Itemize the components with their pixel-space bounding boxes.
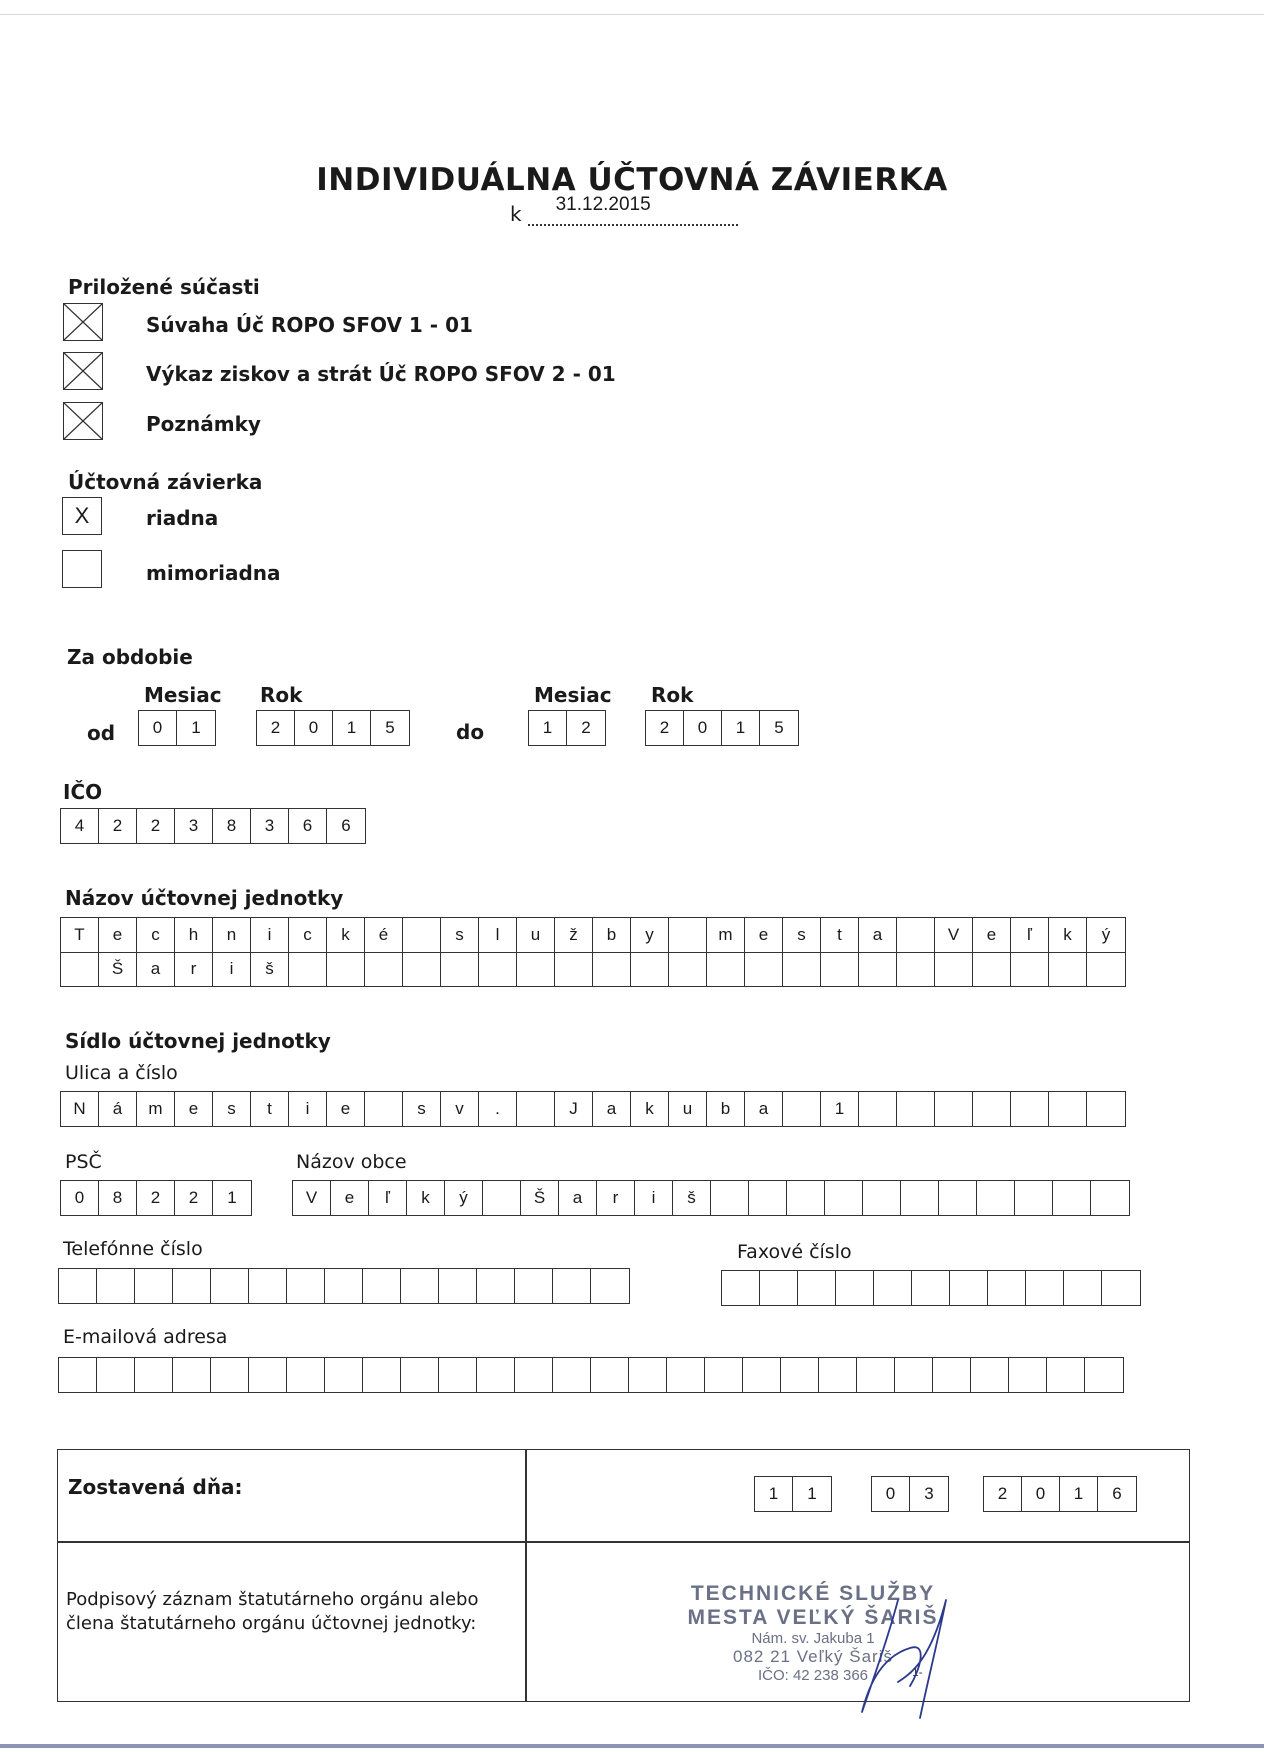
- grid-cell[interactable]: [325, 1269, 363, 1303]
- from-year-grid[interactable]: [256, 710, 410, 746]
- grid-cell[interactable]: 2: [137, 1181, 175, 1215]
- grid-cell[interactable]: [403, 918, 441, 952]
- phone-label: Telefónne číslo: [63, 1238, 203, 1260]
- grid-cell[interactable]: š: [673, 1181, 711, 1215]
- grid-cell[interactable]: [61, 952, 99, 986]
- grid-cell[interactable]: [745, 952, 783, 986]
- grid-cell[interactable]: [897, 952, 935, 986]
- grid-cell[interactable]: [895, 1358, 933, 1392]
- grid-cell[interactable]: [593, 952, 631, 986]
- grid-cell[interactable]: [973, 952, 1011, 986]
- grid-cell[interactable]: [249, 1269, 287, 1303]
- address-heading: Sídlo účtovnej jednotky: [65, 1029, 331, 1053]
- top-rule: [0, 14, 1264, 15]
- grid-cell[interactable]: ž: [555, 918, 593, 952]
- stamp-line5: IČO: 42 238 366: [757, 1667, 869, 1684]
- grid-cell[interactable]: t: [821, 918, 859, 952]
- grid-cell[interactable]: [555, 952, 593, 986]
- signature-label-line2: člena štatutárneho orgánu účtovnej jednotky:: [66, 1613, 477, 1634]
- grid-cell[interactable]: 0: [684, 711, 722, 745]
- grid-cell[interactable]: [897, 1092, 935, 1126]
- grid-cell[interactable]: [97, 1358, 135, 1392]
- compiled-year-grid[interactable]: [983, 1476, 1137, 1512]
- grid-cell[interactable]: [836, 1271, 874, 1305]
- grid-cell[interactable]: e: [331, 1181, 369, 1215]
- grid-cell[interactable]: [365, 1092, 403, 1126]
- bottom-edge: [0, 1744, 1264, 1748]
- from-month-grid[interactable]: [138, 710, 216, 746]
- grid-cell[interactable]: é: [365, 918, 403, 952]
- closing-extraordinary-label: mimoriadna: [146, 561, 281, 585]
- grid-cell[interactable]: k: [1049, 918, 1087, 952]
- grid-cell[interactable]: [515, 1358, 553, 1392]
- date-value: 31.12.2015: [555, 194, 651, 215]
- grid-cell[interactable]: N: [61, 1092, 99, 1126]
- grid-cell[interactable]: [1009, 1358, 1047, 1392]
- grid-cell[interactable]: a: [559, 1181, 597, 1215]
- grid-cell[interactable]: [933, 1358, 971, 1392]
- stamp-line1: TECHNICKÉ SLUŽBY: [690, 1582, 936, 1605]
- compiled-month-grid[interactable]: [871, 1476, 949, 1512]
- grid-cell[interactable]: a: [593, 1092, 631, 1126]
- compiled-label: Zostavená dňa:: [68, 1475, 243, 1499]
- grid-cell[interactable]: [553, 1358, 591, 1392]
- fax-grid[interactable]: [721, 1270, 1141, 1306]
- grid-cell[interactable]: [1026, 1271, 1064, 1305]
- fax-label: Faxové číslo: [737, 1241, 852, 1263]
- grid-cell[interactable]: [289, 952, 327, 986]
- compiled-day-grid[interactable]: [754, 1476, 832, 1512]
- attachment-checkbox-notes[interactable]: [63, 402, 103, 440]
- grid-cell[interactable]: [1049, 1092, 1087, 1126]
- grid-cell[interactable]: 1: [821, 1092, 859, 1126]
- grid-cell[interactable]: y: [631, 918, 669, 952]
- grid-cell[interactable]: [760, 1271, 798, 1305]
- grid-cell[interactable]: [977, 1181, 1015, 1215]
- grid-cell[interactable]: [939, 1181, 977, 1215]
- grid-cell[interactable]: i: [635, 1181, 673, 1215]
- grid-cell[interactable]: 8: [213, 809, 251, 843]
- grid-cell[interactable]: [401, 1358, 439, 1392]
- grid-cell[interactable]: i: [213, 952, 251, 986]
- attachments-heading: Priložené súčasti: [68, 275, 260, 299]
- grid-cell[interactable]: [287, 1269, 325, 1303]
- grid-cell[interactable]: [874, 1271, 912, 1305]
- grid-cell[interactable]: 1: [333, 711, 371, 745]
- grid-cell[interactable]: [1049, 952, 1087, 986]
- grid-cell[interactable]: 6: [1112, 1484, 1122, 1503]
- grid-cell[interactable]: [825, 1181, 863, 1215]
- grid-cell[interactable]: [859, 1092, 897, 1126]
- entity-name-heading: Názov účtovnej jednotky: [65, 886, 344, 910]
- grid-cell[interactable]: ľ: [369, 1181, 407, 1215]
- to-month-grid[interactable]: [528, 710, 606, 746]
- signature-table-divider: [525, 1449, 527, 1701]
- grid-cell[interactable]: [1053, 1181, 1091, 1215]
- grid-cell[interactable]: 0: [139, 711, 177, 745]
- grid-cell[interactable]: s: [213, 1092, 251, 1126]
- grid-cell[interactable]: [249, 1358, 287, 1392]
- to-month-label: Mesiac: [534, 683, 612, 707]
- signature-label: [66, 1588, 478, 1636]
- grid-cell[interactable]: [821, 952, 859, 986]
- attachment-label-balance: Súvaha Úč ROPO SFOV 1 - 01: [146, 313, 473, 337]
- grid-cell[interactable]: 0: [295, 711, 333, 745]
- grid-cell[interactable]: V: [293, 1181, 331, 1215]
- closing-regular-checkbox[interactable]: X: [62, 497, 102, 535]
- grid-cell[interactable]: e: [327, 1092, 365, 1126]
- signature-table-row-divider: [57, 1541, 1190, 1543]
- grid-cell[interactable]: 2: [257, 711, 295, 745]
- grid-cell[interactable]: Š: [99, 952, 137, 986]
- grid-cell[interactable]: [1064, 1271, 1102, 1305]
- grid-cell[interactable]: [819, 1358, 857, 1392]
- period-heading: Za obdobie: [67, 645, 193, 669]
- grid-cell[interactable]: [631, 952, 669, 986]
- grid-cell[interactable]: 6: [289, 809, 327, 843]
- grid-cell[interactable]: t: [251, 1092, 289, 1126]
- grid-cell[interactable]: 2: [984, 1477, 1022, 1511]
- email-grid[interactable]: [58, 1357, 1124, 1393]
- attachment-label-income: Výkaz ziskov a strát Úč ROPO SFOV 2 - 01: [146, 362, 616, 386]
- grid-cell[interactable]: [1087, 1092, 1125, 1126]
- grid-cell[interactable]: 1: [755, 1477, 793, 1511]
- grid-cell[interactable]: [1011, 1092, 1049, 1126]
- grid-cell[interactable]: [173, 1269, 211, 1303]
- grid-cell[interactable]: 2: [646, 711, 684, 745]
- grid-cell[interactable]: Š: [521, 1181, 559, 1215]
- grid-cell[interactable]: 4: [61, 809, 99, 843]
- closing-regular-label: riadna: [146, 506, 219, 530]
- grid-cell[interactable]: [857, 1358, 895, 1392]
- grid-cell[interactable]: 5: [385, 718, 395, 737]
- grid-cell[interactable]: h: [175, 918, 213, 952]
- handwritten-signature: [850, 1590, 960, 1720]
- grid-cell[interactable]: 1: [529, 711, 567, 745]
- grid-cell[interactable]: [591, 1269, 629, 1303]
- grid-cell[interactable]: [211, 1358, 249, 1392]
- grid-cell[interactable]: [783, 952, 821, 986]
- grid-cell[interactable]: [211, 1269, 249, 1303]
- grid-cell[interactable]: [517, 952, 555, 986]
- grid-cell[interactable]: [1085, 1358, 1123, 1392]
- grid-cell[interactable]: m: [707, 918, 745, 952]
- grid-cell[interactable]: 2: [137, 809, 175, 843]
- attachment-label-notes: Poznámky: [146, 412, 261, 436]
- ico-grid[interactable]: [60, 808, 366, 844]
- grid-cell[interactable]: [517, 1092, 555, 1126]
- grid-cell[interactable]: [401, 1269, 439, 1303]
- city-label: Názov obce: [296, 1151, 407, 1173]
- grid-cell[interactable]: [629, 1358, 667, 1392]
- closing-type-heading: Účtovná závierka: [68, 470, 263, 494]
- grid-cell[interactable]: [988, 1271, 1026, 1305]
- grid-cell[interactable]: [479, 952, 517, 986]
- grid-cell[interactable]: [859, 952, 897, 986]
- grid-cell[interactable]: T: [61, 918, 99, 952]
- grid-cell[interactable]: š: [251, 952, 289, 986]
- grid-cell[interactable]: a: [137, 952, 175, 986]
- grid-cell[interactable]: [325, 1358, 363, 1392]
- grid-cell[interactable]: r: [175, 952, 213, 986]
- grid-cell[interactable]: k: [631, 1092, 669, 1126]
- grid-cell[interactable]: 1: [722, 711, 760, 745]
- grid-cell[interactable]: 2: [99, 809, 137, 843]
- grid-cell[interactable]: i: [289, 1092, 327, 1126]
- date-prefix: k: [510, 202, 522, 226]
- grid-cell[interactable]: [912, 1271, 950, 1305]
- grid-cell[interactable]: [1011, 952, 1049, 986]
- grid-cell[interactable]: [553, 1269, 591, 1303]
- from-label: od: [87, 721, 116, 745]
- grid-cell[interactable]: V: [935, 918, 973, 952]
- grid-cell[interactable]: e: [99, 918, 137, 952]
- grid-cell[interactable]: e: [175, 1092, 213, 1126]
- grid-cell[interactable]: [1091, 1181, 1129, 1215]
- grid-cell[interactable]: k: [407, 1181, 445, 1215]
- page-title: INDIVIDUÁLNA ÚČTOVNÁ ZÁVIERKA: [316, 162, 948, 198]
- grid-cell[interactable]: [483, 1181, 521, 1215]
- grid-cell[interactable]: [722, 1271, 760, 1305]
- grid-cell[interactable]: e: [973, 918, 1011, 952]
- grid-cell[interactable]: [135, 1269, 173, 1303]
- entity-name-row1[interactable]: [60, 917, 1126, 953]
- grid-cell[interactable]: [669, 952, 707, 986]
- from-month-label: Mesiac: [144, 683, 222, 707]
- to-label: do: [456, 720, 485, 744]
- entity-name-row2[interactable]: [60, 952, 1126, 987]
- grid-cell[interactable]: 1: [191, 718, 201, 737]
- grid-cell[interactable]: 3: [175, 809, 213, 843]
- grid-cell[interactable]: [1087, 952, 1125, 986]
- grid-cell[interactable]: [439, 1269, 477, 1303]
- grid-cell[interactable]: [365, 952, 403, 986]
- grid-cell[interactable]: [743, 1358, 781, 1392]
- grid-cell[interactable]: [781, 1358, 819, 1392]
- grid-cell[interactable]: 5: [774, 718, 784, 737]
- grid-cell[interactable]: [327, 952, 365, 986]
- grid-cell[interactable]: c: [289, 918, 327, 952]
- grid-cell[interactable]: [863, 1181, 901, 1215]
- grid-cell[interactable]: 1: [1060, 1477, 1098, 1511]
- grid-cell[interactable]: [669, 918, 707, 952]
- grid-cell[interactable]: 1: [807, 1484, 817, 1503]
- grid-cell[interactable]: [363, 1358, 401, 1392]
- ico-heading: IČO: [63, 780, 103, 804]
- street-grid[interactable]: [60, 1091, 1126, 1127]
- grid-cell[interactable]: 3: [924, 1484, 934, 1503]
- grid-cell[interactable]: á: [99, 1092, 137, 1126]
- grid-cell[interactable]: [705, 1358, 743, 1392]
- grid-cell[interactable]: 6: [341, 816, 351, 835]
- attachment-checkbox-income[interactable]: [63, 352, 103, 390]
- grid-cell[interactable]: v: [441, 1092, 479, 1126]
- city-grid[interactable]: [292, 1180, 1130, 1216]
- grid-cell[interactable]: [287, 1358, 325, 1392]
- grid-cell[interactable]: [1015, 1181, 1053, 1215]
- grid-cell[interactable]: [59, 1358, 97, 1392]
- grid-cell[interactable]: i: [251, 918, 289, 952]
- grid-cell[interactable]: [749, 1181, 787, 1215]
- grid-cell[interactable]: 0: [61, 1181, 99, 1215]
- grid-cell[interactable]: [950, 1271, 988, 1305]
- grid-cell[interactable]: c: [137, 918, 175, 952]
- grid-cell[interactable]: 1: [227, 1188, 237, 1207]
- grid-cell[interactable]: r: [597, 1181, 635, 1215]
- date-line: [510, 194, 738, 226]
- grid-cell[interactable]: [591, 1358, 629, 1392]
- grid-cell[interactable]: [707, 952, 745, 986]
- grid-cell[interactable]: [711, 1181, 749, 1215]
- grid-cell[interactable]: [897, 918, 935, 952]
- grid-cell[interactable]: [935, 952, 973, 986]
- grid-cell[interactable]: [439, 1358, 477, 1392]
- grid-cell[interactable]: [1102, 1271, 1140, 1305]
- grid-cell[interactable]: [798, 1271, 836, 1305]
- grid-cell[interactable]: ľ: [1011, 918, 1049, 952]
- grid-cell[interactable]: [363, 1269, 401, 1303]
- grid-cell[interactable]: b: [707, 1092, 745, 1126]
- grid-cell[interactable]: u: [669, 1092, 707, 1126]
- grid-cell[interactable]: s: [441, 918, 479, 952]
- closing-extraordinary-checkbox[interactable]: [62, 550, 102, 588]
- psc-grid[interactable]: [60, 1180, 252, 1216]
- grid-cell[interactable]: [403, 952, 441, 986]
- grid-cell[interactable]: [901, 1181, 939, 1215]
- grid-cell[interactable]: ý: [1101, 925, 1111, 944]
- grid-cell[interactable]: [1047, 1358, 1085, 1392]
- grid-cell[interactable]: m: [137, 1092, 175, 1126]
- email-label: E-mailová adresa: [63, 1326, 228, 1348]
- to-year-grid[interactable]: [645, 710, 799, 746]
- grid-cell[interactable]: s: [403, 1092, 441, 1126]
- grid-cell[interactable]: [97, 1269, 135, 1303]
- grid-cell[interactable]: 0: [872, 1477, 910, 1511]
- signature-label-line1: Podpisový záznam štatutárneho orgánu alebo: [66, 1589, 479, 1610]
- grid-cell[interactable]: [515, 1269, 553, 1303]
- grid-cell[interactable]: [135, 1358, 173, 1392]
- page-number: -1-: [908, 1665, 923, 1679]
- grid-cell[interactable]: 3: [251, 809, 289, 843]
- grid-cell[interactable]: [173, 1358, 211, 1392]
- to-year-label: Rok: [651, 683, 694, 707]
- grid-cell[interactable]: n: [213, 918, 251, 952]
- grid-cell[interactable]: 2: [175, 1181, 213, 1215]
- grid-cell[interactable]: .: [479, 1092, 517, 1126]
- street-label: Ulica a číslo: [65, 1062, 178, 1084]
- from-year-label: Rok: [260, 683, 303, 707]
- grid-cell[interactable]: [441, 952, 479, 986]
- grid-cell[interactable]: 0: [1022, 1477, 1060, 1511]
- grid-cell[interactable]: [783, 1092, 821, 1126]
- grid-cell[interactable]: b: [593, 918, 631, 952]
- grid-cell[interactable]: a: [745, 1092, 783, 1126]
- attachment-checkbox-balance[interactable]: [63, 303, 103, 341]
- grid-cell[interactable]: [477, 1358, 515, 1392]
- grid-cell[interactable]: [787, 1181, 825, 1215]
- grid-cell[interactable]: J: [555, 1092, 593, 1126]
- grid-cell[interactable]: 8: [99, 1181, 137, 1215]
- stamp-line2: MESTA VEĽKÝ ŠARIŠ: [687, 1606, 939, 1629]
- grid-cell[interactable]: [973, 1092, 1011, 1126]
- grid-cell[interactable]: [935, 1092, 973, 1126]
- grid-cell[interactable]: l: [479, 918, 517, 952]
- grid-cell[interactable]: [477, 1269, 515, 1303]
- phone-grid[interactable]: [58, 1268, 630, 1304]
- stamp-line3: Nám. sv. Jakuba 1: [751, 1630, 875, 1647]
- grid-cell[interactable]: [971, 1358, 1009, 1392]
- grid-cell[interactable]: a: [859, 918, 897, 952]
- stamp-line4: 082 21 Veľký Šariš: [733, 1647, 893, 1666]
- grid-cell[interactable]: [59, 1269, 97, 1303]
- grid-cell[interactable]: e: [745, 918, 783, 952]
- grid-cell[interactable]: u: [517, 918, 555, 952]
- grid-cell[interactable]: 2: [581, 718, 591, 737]
- grid-cell[interactable]: ý: [445, 1181, 483, 1215]
- grid-cell[interactable]: s: [783, 918, 821, 952]
- grid-cell[interactable]: [667, 1358, 705, 1392]
- psc-label: PSČ: [65, 1151, 102, 1173]
- grid-cell[interactable]: k: [327, 918, 365, 952]
